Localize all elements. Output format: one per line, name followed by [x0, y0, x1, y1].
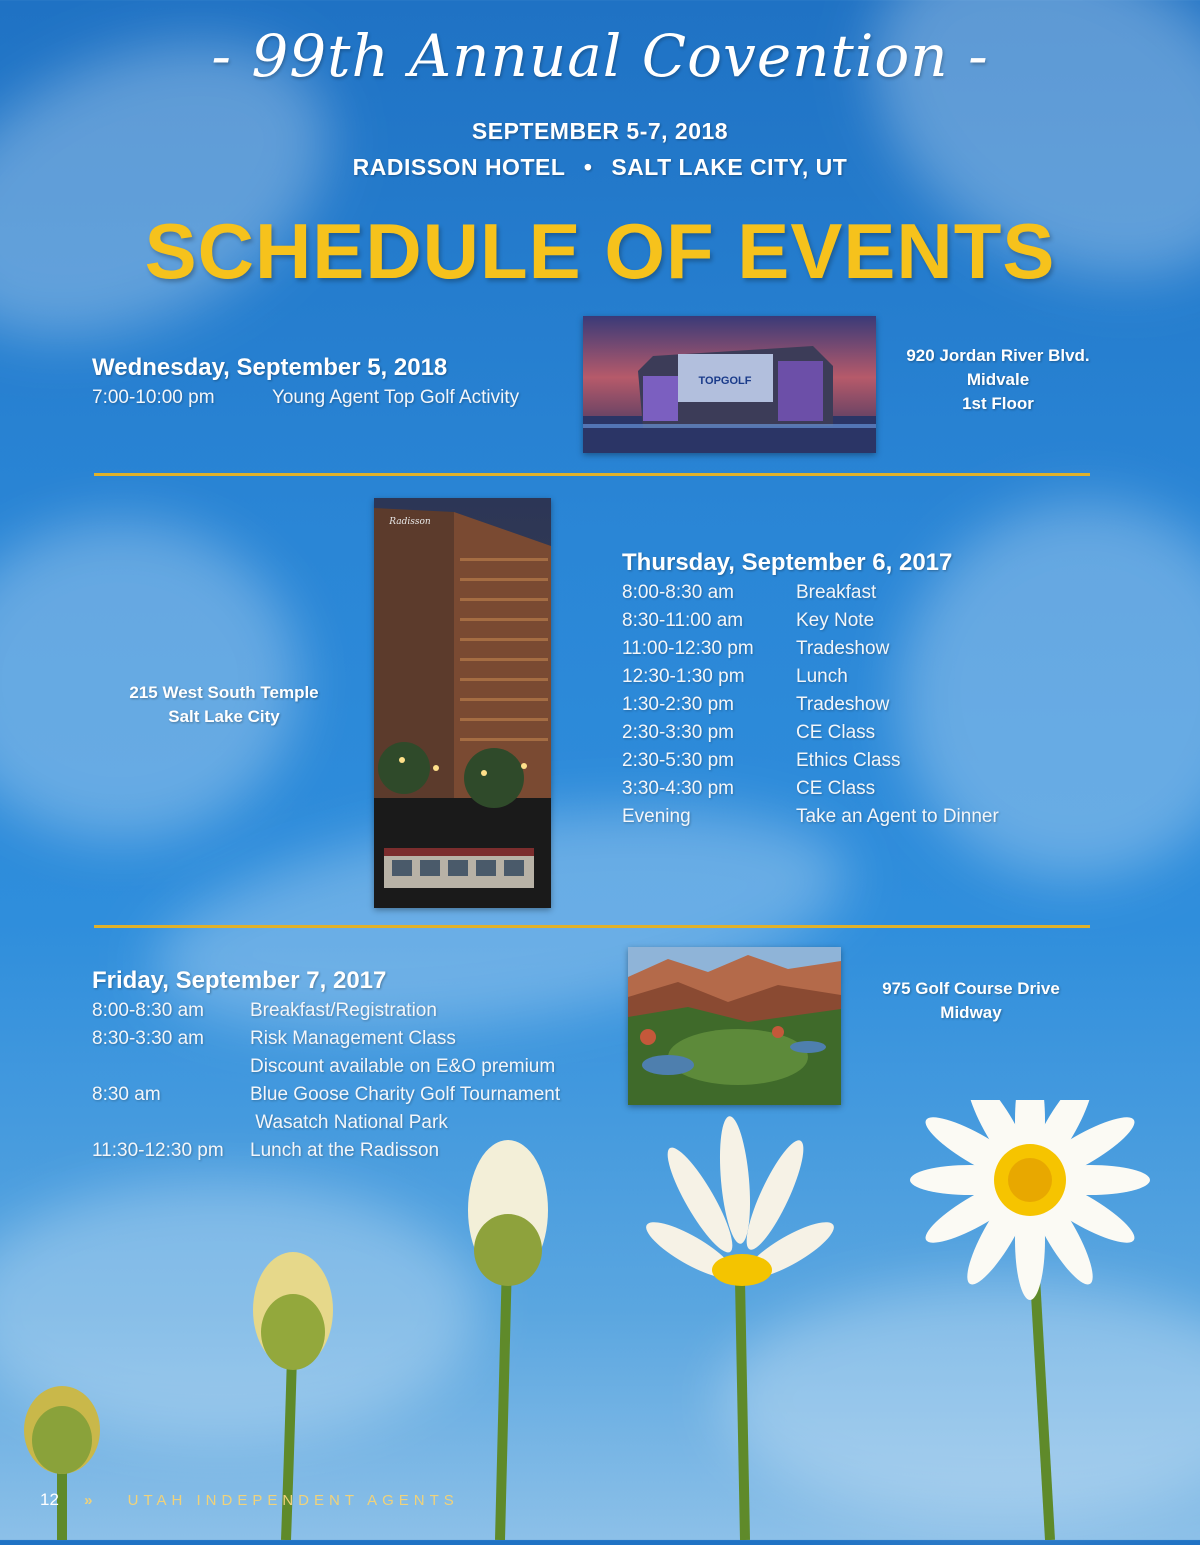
- golf-course-photo: [628, 947, 841, 1105]
- schedule-row: [92, 1056, 555, 1078]
- event-time: 12:30-1:30 pm: [622, 666, 745, 687]
- schedule-row: [622, 722, 875, 744]
- event-name: Discount available on E&O premium: [250, 1056, 556, 1077]
- convention-venue: [0, 154, 1200, 181]
- page-footer: [40, 1490, 459, 1510]
- schedule-title: SCHEDULE OF EVENTS: [144, 207, 1056, 295]
- venue-hotel: RADISSON HOTEL: [352, 154, 565, 180]
- venue-separator: •: [583, 154, 593, 180]
- schedule-row: [92, 1000, 437, 1022]
- publication-name: UTAH INDEPENDENT AGENTS: [127, 1492, 459, 1509]
- event-time: 2:30-5:30 pm: [622, 750, 734, 771]
- event-name: Breakfast/Registration: [250, 1000, 437, 1021]
- address-line: Salt Lake City: [168, 707, 280, 726]
- event-time: 2:30-3:30 pm: [622, 722, 734, 743]
- event-name: Risk Management Class: [250, 1028, 456, 1049]
- wednesday-address: [892, 344, 1104, 416]
- event-name: Blue Goose Charity Golf Tournament: [250, 1084, 561, 1105]
- event-time: 11:30-12:30 pm: [92, 1140, 224, 1161]
- event-name: Key Note: [796, 610, 875, 631]
- friday-address: [866, 977, 1076, 1025]
- event-name: CE Class: [796, 778, 876, 799]
- event-time: 8:30 am: [92, 1084, 161, 1105]
- friday-title: Friday, September 7, 2017: [92, 967, 387, 994]
- event-time: 8:30-3:30 am: [92, 1028, 204, 1049]
- event-time: 1:30-2:30 pm: [622, 694, 734, 715]
- event-name: Tradeshow: [796, 694, 890, 715]
- schedule-row: [622, 610, 874, 632]
- radisson-photo: [374, 498, 551, 908]
- section-divider: [94, 473, 1090, 476]
- event-time: Evening: [622, 806, 691, 827]
- radisson-sign: Radisson: [389, 517, 431, 527]
- event-name: Young Agent Top Golf Activity: [271, 387, 520, 408]
- address-line: 920 Jordan River Blvd.: [906, 346, 1090, 365]
- event-name: Lunch: [796, 666, 848, 687]
- event-name: Breakfast: [796, 582, 877, 603]
- address-line: 1st Floor: [962, 394, 1034, 413]
- address-line: 215 West South Temple: [129, 683, 319, 702]
- schedule-row: [622, 778, 875, 800]
- topgolf-sign: TOPGOLF: [698, 375, 752, 387]
- schedule-row: [622, 638, 889, 660]
- event-time: 8:00-8:30 am: [622, 582, 734, 603]
- flower-illustration: [0, 1100, 1200, 1540]
- thursday-address: [110, 681, 338, 729]
- schedule-row: [622, 806, 999, 828]
- schedule-row: [622, 694, 889, 716]
- convention-dates: SEPTEMBER 5-7, 2018: [471, 118, 729, 144]
- venue-city: SALT LAKE CITY, UT: [611, 154, 848, 180]
- thursday-title: Thursday, September 6, 2017: [622, 549, 953, 576]
- event-name: CE Class: [796, 722, 876, 743]
- event-name: Lunch at the Radisson: [250, 1140, 440, 1161]
- event-time: 7:00-10:00 pm: [92, 387, 215, 408]
- wednesday-title: Wednesday, September 5, 2018: [92, 354, 448, 381]
- event-time: 11:00-12:30 pm: [622, 638, 754, 659]
- page-number: 12: [40, 1490, 59, 1509]
- schedule-row: [622, 750, 901, 772]
- event-name: Ethics Class: [796, 750, 901, 771]
- wednesday-event-row: [92, 387, 519, 409]
- event-name: Tradeshow: [796, 638, 890, 659]
- topgolf-photo: [583, 316, 876, 453]
- event-name: Wasatch National Park: [250, 1112, 448, 1133]
- address-line: 975 Golf Course Drive: [882, 979, 1060, 998]
- event-time: 8:00-8:30 am: [92, 1000, 204, 1021]
- schedule-row: [622, 582, 876, 604]
- address-line: Midway: [940, 1003, 1002, 1022]
- event-time: 8:30-11:00 am: [622, 610, 744, 631]
- schedule-row: [622, 666, 848, 688]
- section-divider: [94, 925, 1090, 928]
- convention-title: - 99th Annual Covention -: [211, 22, 989, 90]
- schedule-row: [92, 1028, 456, 1050]
- event-time: 3:30-4:30 pm: [622, 778, 734, 799]
- double-arrow-icon: »: [84, 1492, 93, 1509]
- address-line: Midvale: [966, 370, 1030, 389]
- event-name: Take an Agent to Dinner: [796, 806, 999, 827]
